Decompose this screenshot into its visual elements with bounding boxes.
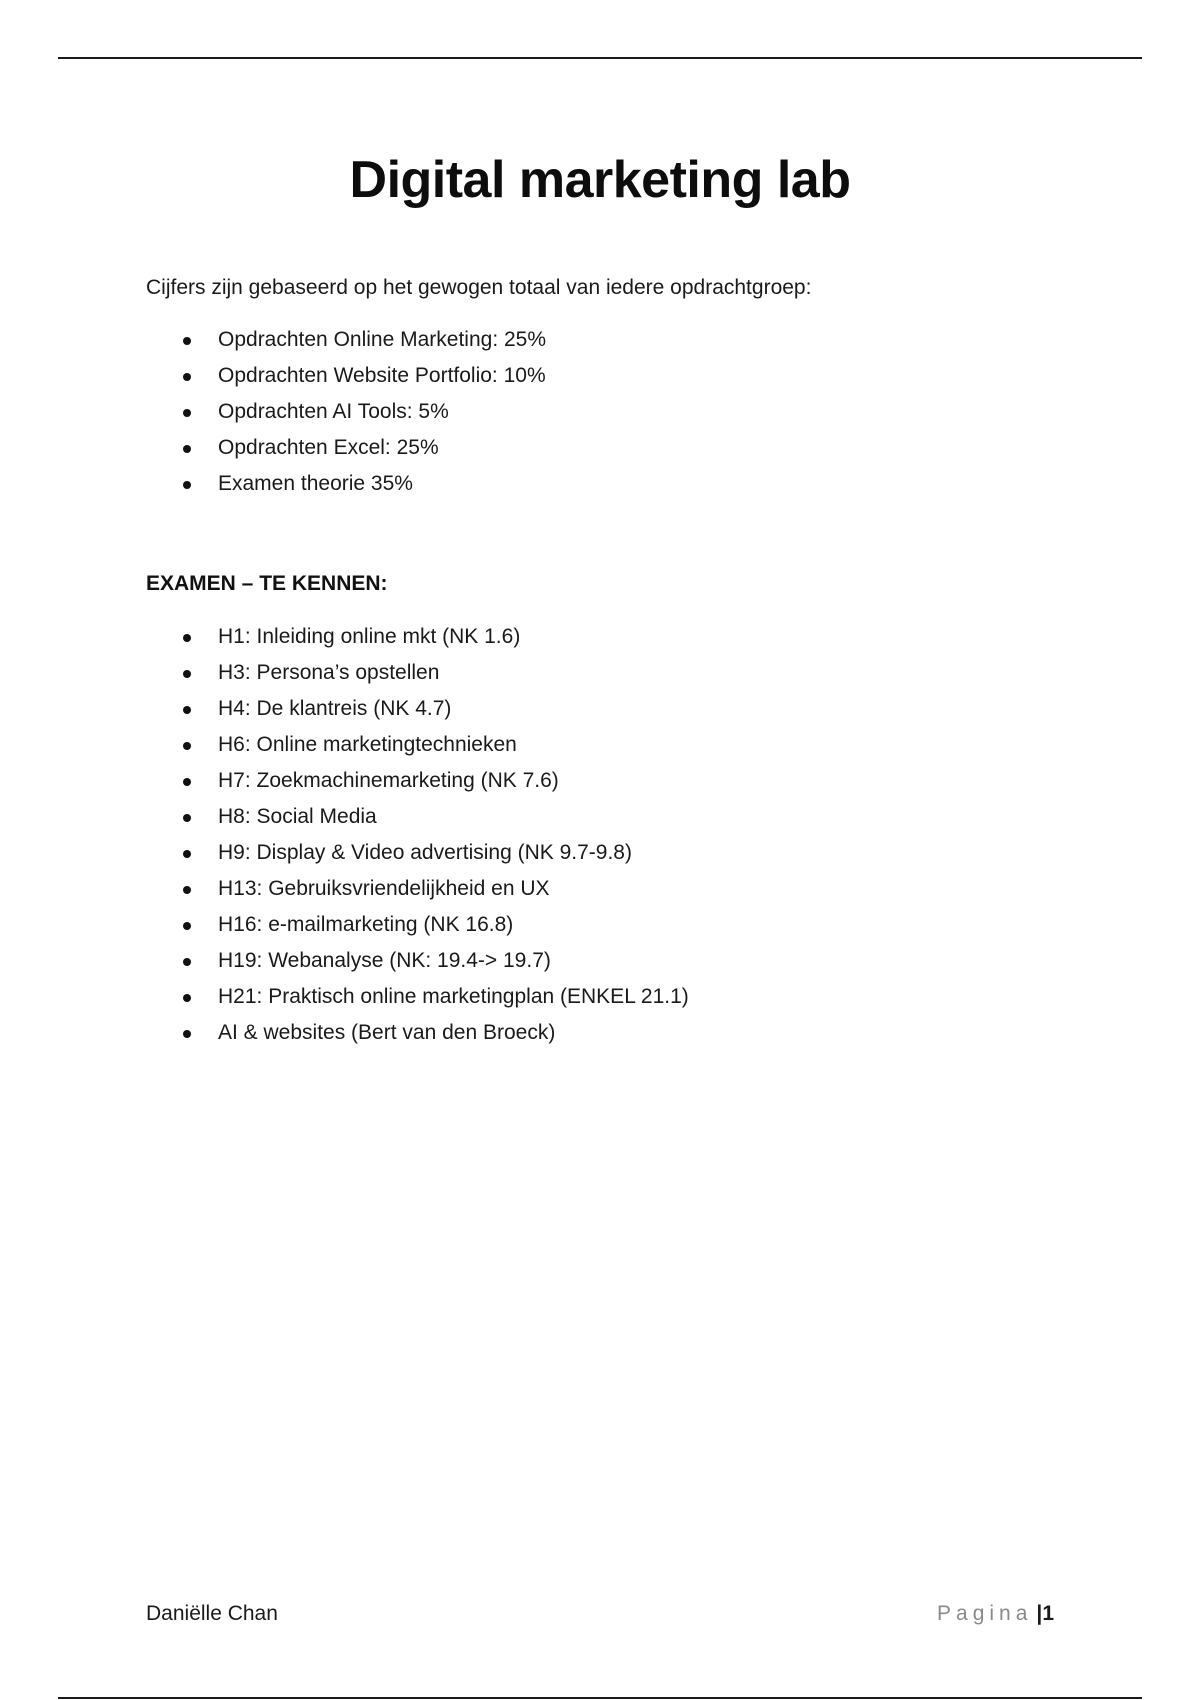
list-item — [146, 943, 689, 979]
list-item-text: H4: De klantreis (NK 4.7) — [218, 697, 452, 720]
bullet-icon — [183, 445, 191, 453]
list-item — [146, 358, 546, 394]
list-item — [146, 619, 689, 655]
list-item-text: Examen theorie 35% — [218, 472, 413, 495]
list-item-text: H8: Social Media — [218, 805, 377, 828]
list-item-text: H13: Gebruiksvriendelijkheid en UX — [218, 877, 550, 900]
page-number: 1 — [1042, 1602, 1054, 1625]
list-item-text: H7: Zoekmachinemarketing (NK 7.6) — [218, 769, 559, 792]
list-item — [146, 799, 689, 835]
footer-page-number — [937, 1602, 1054, 1626]
header-rule — [58, 57, 1142, 59]
bullet-icon — [183, 373, 191, 381]
bullet-icon — [183, 994, 191, 1002]
list-item-text: H16: e-mailmarketing (NK 16.8) — [218, 913, 514, 936]
footer-author: Daniëlle Chan — [146, 1602, 278, 1625]
list-item-text: H3: Persona’s opstellen — [218, 661, 440, 684]
bullet-icon — [183, 886, 191, 894]
list-item-text: H1: Inleiding online mkt (NK 1.6) — [218, 625, 521, 648]
bullet-icon — [183, 850, 191, 858]
bullet-icon — [183, 481, 191, 489]
list-item-text: H19: Webanalyse (NK: 19.4-> 19.7) — [218, 949, 551, 972]
bullet-icon — [183, 409, 191, 417]
list-item-text: Opdrachten Excel: 25% — [218, 436, 439, 459]
bullet-icon — [183, 1030, 191, 1038]
list-item — [146, 1015, 689, 1051]
list-item — [146, 655, 689, 691]
bullet-icon — [183, 706, 191, 714]
list-item-text: Opdrachten Website Portfolio: 10% — [218, 364, 546, 387]
intro-text: Cijfers zijn gebaseerd op het gewogen totaal van iedere opdrachtgroep: — [146, 276, 812, 299]
page-label: Pagina — [937, 1602, 1033, 1625]
bullet-icon — [183, 337, 191, 345]
list-item — [146, 727, 689, 763]
list-item-text: Opdrachten AI Tools: 5% — [218, 400, 449, 423]
list-item — [146, 979, 689, 1015]
weights-list — [146, 322, 546, 502]
list-item-text: H21: Praktisch online marketingplan (ENKEL 21.1) — [218, 985, 689, 1008]
list-item — [146, 835, 689, 871]
footer-rule — [58, 1697, 1142, 1699]
list-item — [146, 871, 689, 907]
list-item — [146, 907, 689, 943]
page-separator: | — [1036, 1602, 1043, 1625]
topics-list — [146, 619, 689, 1051]
exam-heading: EXAMEN – TE KENNEN: — [146, 572, 388, 595]
list-item — [146, 430, 546, 466]
list-item — [146, 466, 546, 502]
list-item — [146, 322, 546, 358]
list-item-text: Opdrachten Online Marketing: 25% — [218, 328, 547, 351]
bullet-icon — [183, 922, 191, 930]
page-title: Digital marketing lab — [349, 151, 851, 209]
bullet-icon — [183, 670, 191, 678]
bullet-icon — [183, 778, 191, 786]
bullet-icon — [183, 958, 191, 966]
list-item-text: H6: Online marketingtechnieken — [218, 733, 517, 756]
list-item — [146, 691, 689, 727]
list-item-text: AI & websites (Bert van den Broeck) — [218, 1021, 556, 1044]
list-item — [146, 394, 546, 430]
bullet-icon — [183, 742, 191, 750]
list-item-text: H9: Display & Video advertising (NK 9.7-9.8) — [218, 841, 632, 864]
bullet-icon — [183, 814, 191, 822]
bullet-icon — [183, 634, 191, 642]
list-item — [146, 763, 689, 799]
